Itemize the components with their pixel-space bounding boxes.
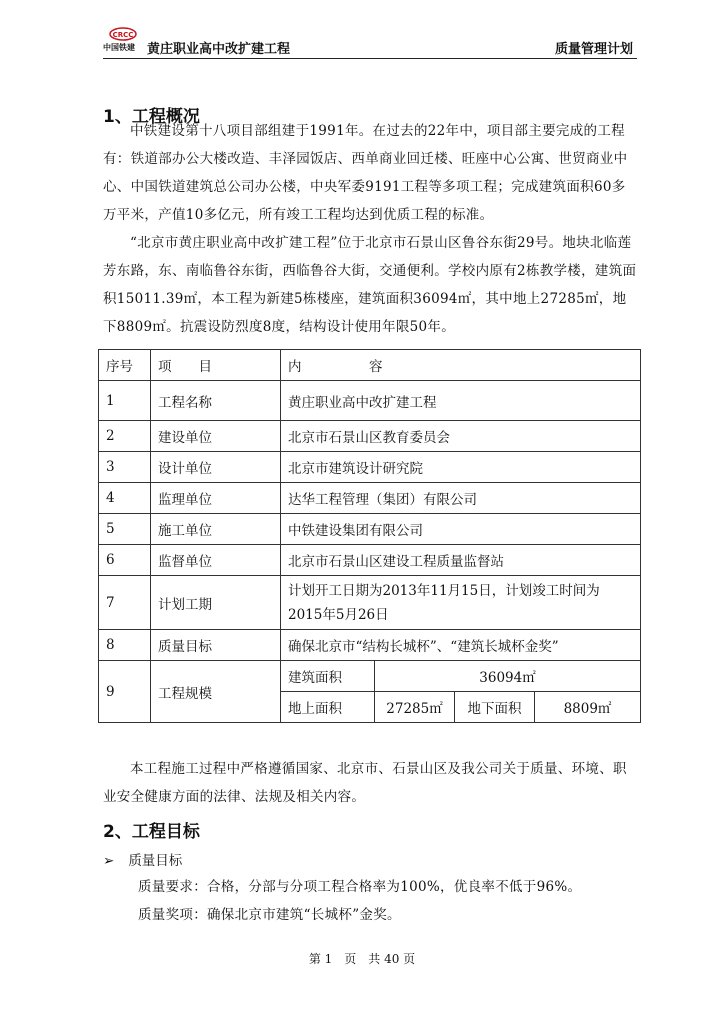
compliance-paragraph: 本工程施工过程中严格遵循国家、北京市、石景山区及我公司关于质量、环境、职业安全健康方面的法律、法规及相关内容。 [103, 761, 627, 805]
overview-text [103, 117, 637, 341]
row-content [281, 576, 641, 630]
row-content: 北京市建筑设计研究院 [281, 452, 641, 483]
row-no: 6 [99, 545, 151, 576]
quality-target-bullet [103, 849, 182, 869]
table-row [99, 452, 641, 483]
row-item: 工程规模 [151, 661, 281, 723]
crcc-logo-icon [103, 26, 143, 42]
page-header [103, 26, 637, 59]
row-no: 5 [99, 514, 151, 545]
table-row [99, 381, 641, 421]
schedule-line-2: 2015年5月26日 [288, 606, 389, 623]
quality-award: 质量奖项：确保北京市建筑“长城杯”金奖。 [138, 907, 401, 923]
area-label: 建筑面积 [281, 661, 375, 692]
page-footer: 第 1 页 共 40 页 [308, 952, 416, 966]
table-header-row [99, 350, 641, 381]
row-content: 北京市石景山区建设工程质量监督站 [281, 545, 641, 576]
row-no: 8 [99, 630, 151, 661]
overview-paragraph-1: 中铁建设第十八项目部组建于1991年。在过去的22年中，项目部主要完成的工程有：铁道部办公大楼改造、丰泽园饭店、西单商业回迁楼、旺座中心公寓、世贸商业中心、中国铁道建筑总公司办公楼，中央军委9191工程等多项工程；完成建筑面积60多万平米，产值10多亿元，所有竣工工程均达到优质工程的标准。 [103, 123, 628, 223]
row-no: 2 [99, 421, 151, 452]
row-no: 9 [99, 661, 151, 723]
table-row [99, 421, 641, 452]
row-item: 建设单位 [151, 421, 281, 452]
table-row [99, 514, 641, 545]
schedule-line-1: 计划开工日期为2013年11月15日，计划竣工时间为 [288, 582, 600, 599]
row-no: 7 [99, 576, 151, 630]
header-doc-title: 质量管理计划 [554, 42, 633, 57]
row-no: 3 [99, 452, 151, 483]
above-label: 地上面积 [281, 692, 375, 723]
row-item: 设计单位 [151, 452, 281, 483]
row-content: 确保北京市“结构长城杯”、“建筑长城杯金奖” [281, 630, 641, 661]
header-no: 序号 [99, 350, 151, 381]
row-no: 4 [99, 483, 151, 514]
table-row-scale [99, 661, 641, 692]
section2-heading: 2、工程目标 [103, 822, 200, 842]
below-value: 8809㎡ [535, 692, 641, 723]
company-logo [103, 26, 143, 54]
row-item: 监理单位 [151, 483, 281, 514]
row-content: 达华工程管理（集团）有限公司 [281, 483, 641, 514]
row-content: 黄庄职业高中改扩建工程 [281, 381, 641, 421]
row-item: 施工单位 [151, 514, 281, 545]
header-item: 项 目 [151, 350, 281, 381]
logo-text: 中国铁建 [103, 43, 135, 52]
quality-requirement: 质量要求：合格，分部与分项工程合格率为100%，优良率不低于96%。 [138, 879, 582, 895]
bullet-label: 质量目标 [128, 853, 183, 869]
overview-paragraph-2: “北京市黄庄职业高中改扩建工程”位于北京市石景山区鲁谷东街29号。地块北临莲芳东路，东、南临鲁谷东街，西临鲁谷大街，交通便利。学校内原有2栋教学楼，建筑面积15011.39㎡，本工程为新建5栋楼座，建筑面积36094㎡，其中地上27285㎡，地下8809㎡。抗震设防烈度8度，结构设计使用年限50年。 [103, 235, 637, 335]
table-row-schedule [99, 576, 641, 630]
section1-heading: 1、工程概况 [103, 107, 200, 127]
row-item: 监督单位 [151, 545, 281, 576]
row-item: 计划工期 [151, 576, 281, 630]
quality-text [138, 873, 637, 929]
row-item: 质量目标 [151, 630, 281, 661]
arrow-bullet-icon: ➢ [103, 853, 115, 869]
table-row-quality [99, 630, 641, 661]
table-row [99, 483, 641, 514]
compliance-text [103, 755, 637, 811]
logo-mark: CRCC [112, 31, 134, 39]
row-content: 中铁建设集团有限公司 [281, 514, 641, 545]
header-content: 内 容 [281, 350, 641, 381]
above-value: 27285㎡ [375, 692, 455, 723]
below-label: 地下面积 [455, 692, 535, 723]
area-value: 36094㎡ [375, 661, 641, 692]
header-title: 黄庄职业高中改扩建工程 [147, 42, 291, 57]
project-info-table [98, 349, 641, 723]
row-item: 工程名称 [151, 381, 281, 421]
table-row [99, 545, 641, 576]
row-no: 1 [99, 381, 151, 421]
row-content: 北京市石景山区教育委员会 [281, 421, 641, 452]
